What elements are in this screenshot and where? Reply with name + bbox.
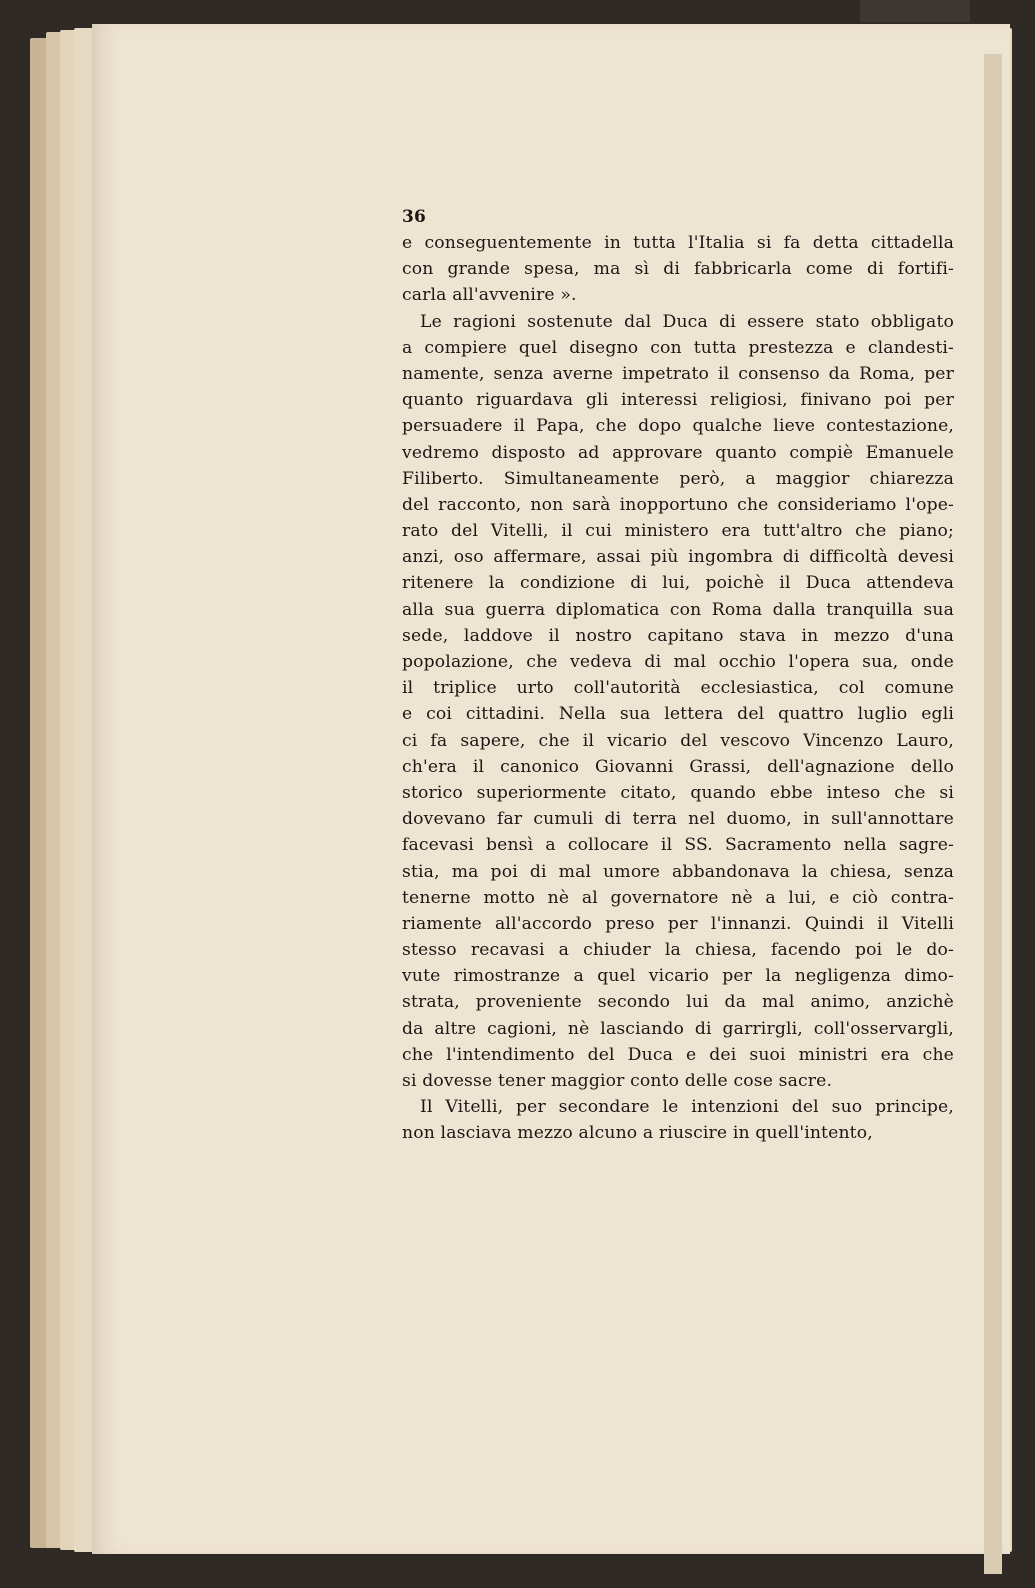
text-line: persuadere il Papa, che dopo qualche lieve contestazione, bbox=[402, 416, 954, 437]
text-line: ch'era il canonico Giovanni Grassi, dell'agnazione dello bbox=[402, 756, 954, 777]
text-line: del racconto, non sarà inopportuno che consideriamo l'ope- bbox=[402, 494, 954, 515]
text-line: stia, ma poi di mal umore abbandonava la chiesa, senza bbox=[402, 861, 954, 882]
text-line: anzi, oso affermare, assai più ingombra di difficoltà devesi bbox=[402, 547, 954, 568]
text-line: Filiberto. Simultaneamente però, a maggior chiarezza bbox=[402, 468, 954, 489]
page-text-block bbox=[402, 204, 954, 1147]
text-line: popolazione, che vedeva di mal occhio l'opera sua, onde bbox=[402, 652, 954, 672]
page-right-edge bbox=[984, 54, 1002, 1574]
text-line: e coi cittadini. Nella sua lettera del quattro luglio egli bbox=[402, 704, 954, 725]
text-line: facevasi bensì a collocare il SS. Sacramento nella sagre- bbox=[402, 835, 954, 856]
text-line: carla all'avvenire ». bbox=[402, 285, 577, 306]
text-line: e conseguentemente in tutta l'Italia si fa detta cittadella bbox=[402, 233, 954, 253]
text-line: che l'intendimento del Duca e dei suoi ministri era che bbox=[402, 1044, 954, 1065]
paragraph bbox=[402, 1094, 954, 1146]
text-line: namente, senza averne impetrato il consenso da Roma, per bbox=[402, 363, 954, 384]
text-line: si dovesse tener maggior conto delle cose sacre. bbox=[402, 1071, 833, 1091]
text-line: alla sua guerra diplomatica con Roma dalla tranquilla sua bbox=[402, 599, 954, 620]
text-line: da altre cagioni, nè lasciando di garrirgli, coll'osservargli, bbox=[402, 1018, 954, 1039]
text-line: stesso recavasi a chiuder la chiesa, facendo poi le do- bbox=[402, 940, 954, 961]
text-line: tenerne motto nè al governatore nè a lui, e ciò contra- bbox=[402, 887, 954, 908]
scan-top-shadow bbox=[860, 0, 970, 22]
text-line: il triplice urto coll'autorità ecclesiastica, col comune bbox=[402, 678, 954, 699]
text-line: ci fa sapere, che il vicario del vescovo Vincenzo Lauro, bbox=[402, 730, 954, 751]
text-line: vute rimostranze a quel vicario per la negligenza dimo- bbox=[402, 966, 954, 987]
text-line: Le ragioni sostenute dal Duca di essere stato obbligato bbox=[420, 311, 954, 332]
text-line: quanto riguardava gli interessi religiosi, finivano poi per bbox=[402, 390, 954, 411]
text-line: rato del Vitelli, il cui ministero era tutt'altro che piano; bbox=[402, 521, 954, 542]
text-line: sede, laddove il nostro capitano stava in mezzo d'una bbox=[402, 625, 954, 646]
text-line: storico superiormente citato, quando ebbe inteso che si bbox=[402, 782, 954, 803]
page-number: 36 bbox=[402, 207, 426, 227]
paragraph bbox=[402, 230, 954, 309]
text-line: ritenere la condizione di lui, poichè il Duca attendeva bbox=[402, 573, 954, 594]
text-line: strata, proveniente secondo lui da mal animo, anzichè bbox=[402, 992, 954, 1013]
text-line: con grande spesa, ma sì di fabbricarla come di fortifi- bbox=[402, 259, 954, 280]
text-line: Il Vitelli, per secondare le intenzioni del suo principe, bbox=[420, 1097, 954, 1118]
text-line: non lasciava mezzo alcuno a riuscire in quell'intento, bbox=[402, 1123, 873, 1144]
text-line: dovevano far cumuli di terra nel duomo, in sull'annottare bbox=[402, 809, 954, 830]
text-line: vedremo disposto ad approvare quanto compiè Emanuele bbox=[402, 442, 954, 463]
text-line: riamente all'accordo preso per l'innanzi. Quindi il Vitelli bbox=[402, 913, 954, 934]
paragraphs-container bbox=[402, 230, 954, 1147]
paragraph bbox=[402, 309, 954, 1095]
text-line: a compiere quel disegno con tutta prestezza e clandesti- bbox=[402, 337, 954, 358]
